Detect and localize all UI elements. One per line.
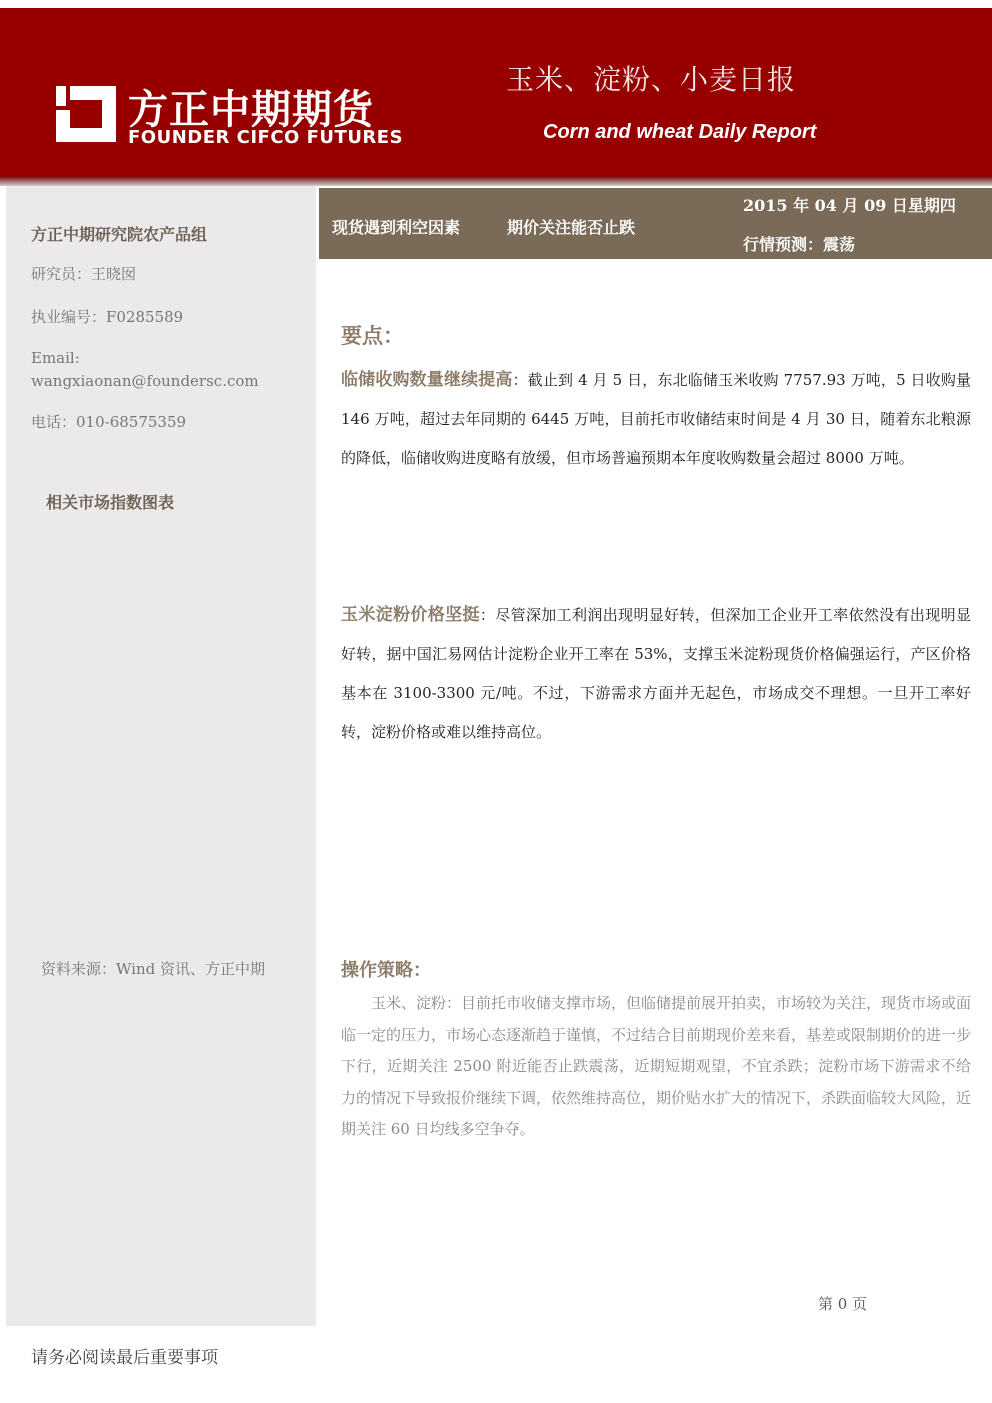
paragraph-body: ：尽管深加工利润出现明显好转，但深加工企业开工率依然没有出现明显好转，据中国汇易网估计淀粉企业开工率在 53%，支撑玉米淀粉现货价格偏强运行，产区价格基本在 3100-3300 元/吨。不过，下游需求方面并无起色，市场成交不理想。一旦开工率好转，淀粉价格或难以维持高位。 bbox=[341, 606, 971, 741]
researcher-name: 研究员：王晓囡 bbox=[31, 265, 137, 283]
phone-number: 电话：010-68575359 bbox=[31, 413, 187, 431]
header-divider bbox=[0, 176, 992, 186]
page-number: 第 0 页 bbox=[818, 1295, 868, 1313]
email-label: Email: bbox=[31, 349, 80, 367]
disclaimer-note: 请务必阅读最后重要事项 bbox=[31, 1348, 218, 1368]
strategy-body: 玉米、淀粉：目前托市收储支撑市场，但临储提前展开拍卖，市场较为关注，现货市场或面临一定的压力，市场心态逐渐趋于谨慎，不过结合目前期现价差来看，基差或限制期价的进一步下行，近期关注 2500 附近能否止跌震荡，近期短期观望，不宜杀跌；淀粉市场下游需求不给力的情况下导致报价继续下调，依然维持高位，期价贴水扩大的情况下，杀跌面临较大风险，近期关注 60 日均线多空争夺。 bbox=[341, 994, 972, 1138]
email-address[interactable]: wangxiaonan@foundersc.com bbox=[31, 372, 259, 390]
data-source: 资料来源：Wind 资讯、方正中期 bbox=[41, 960, 265, 978]
headline-futures: 期价关注能否止跌 bbox=[507, 218, 636, 237]
headline-spot: 现货遇到利空因素 bbox=[332, 218, 461, 237]
market-forecast: 行情预测：震荡 bbox=[743, 235, 856, 254]
paragraph-starch-price bbox=[341, 596, 971, 752]
company-logo-en: FOUNDER CIFCO FUTURES bbox=[128, 127, 404, 148]
report-date: 2015 年 04 月 09 日星期四 bbox=[743, 196, 956, 215]
report-title-cn: 玉米、淀粉、小麦日报 bbox=[506, 63, 797, 96]
paragraph-reserve-purchase bbox=[341, 361, 971, 478]
founder-logo-icon bbox=[56, 86, 116, 142]
license-number: 执业编号：F0285589 bbox=[31, 308, 184, 326]
company-logo-cn: 方正中期期货 bbox=[128, 87, 374, 133]
paragraph-body: ：截止到 4 月 5 日，东北临储玉米收购 7757.93 万吨，5 日收购量 146 万吨，超过去年同期的 6445 万吨，目前托市收储结束时间是 4 月 30 日，随着东北粮源的降低，临储收购进度略有放缓，但市场普遍预期本年度收购数量会超过 8000 万吨。 bbox=[341, 371, 972, 467]
research-group: 方正中期研究院农产品组 bbox=[31, 225, 208, 244]
paragraph-heading: 临储收购数量继续提高 bbox=[341, 370, 513, 390]
paragraph-heading: 玉米淀粉价格坚挺 bbox=[341, 605, 480, 625]
strategy-heading: 操作策略： bbox=[341, 960, 431, 981]
report-title-en: Corn and wheat Daily Report bbox=[543, 121, 817, 143]
related-charts-link[interactable]: 相关市场指数图表 bbox=[46, 493, 175, 512]
key-points-heading: 要点： bbox=[341, 324, 404, 348]
